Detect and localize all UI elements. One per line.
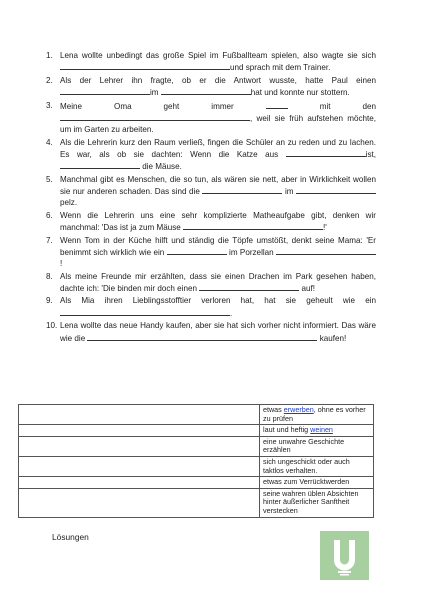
exercise-number: 10. [46,321,58,331]
exercise-list [46,50,376,345]
answer-blank[interactable] [296,185,376,194]
meaning-cell: eine unwahre Geschichte erzählen [260,436,374,456]
brand-logo-icon [320,531,369,580]
exercise-8: 8. Als meine Freunde mir erzählten, dass sie einen Drachen im Park gesehen haben, dachte ich: 'Die binden mir doch einen auf! [46,271,376,293]
exercise-5: 5. Manchmal gibt es Menschen, die so tun, als wären sie nett, aber in Wirklichkeit wollen sie nur anderen schaden. Das sind die im pelz. [46,174,376,208]
table-row [19,477,374,489]
table-row [19,405,374,425]
answer-blank[interactable] [183,221,323,230]
exercise-1: 1. Lena wollte unbedingt das große Spiel im Fußballteam spielen, also wagte sie sich und sprach mit dem Trainer. [46,51,376,73]
exercise-number: 1. [46,51,53,60]
answer-blank[interactable] [266,100,288,109]
match-cell[interactable] [19,456,260,476]
meaning-cell: sich ungeschickt oder auch taktlos verhalten. [260,456,374,476]
link-weinen[interactable]: weinen [310,425,333,435]
answer-blank[interactable] [286,148,366,157]
answer-blank[interactable] [60,160,140,169]
exercise-number: 8. [46,271,53,281]
answer-blank[interactable] [199,282,299,291]
match-cell[interactable] [19,436,260,456]
table-row [19,488,374,517]
answer-blank[interactable] [60,112,250,121]
exercise-number: 6. [46,210,53,220]
meaning-cell: etwas zum Verrücktwerden [260,477,374,489]
exercise-number: 5. [46,174,53,184]
table-row [19,436,374,456]
matching-table [18,404,374,518]
answer-blank[interactable] [60,61,230,70]
answer-blank[interactable] [60,86,150,95]
exercise-6: 6. Wenn die Lehrerin uns eine sehr komplizierte Matheaufgabe gibt, denken wir manchmal: 'Das ist ja zum Mäuse !' [46,210,376,233]
solutions-heading: Lösungen [52,532,89,542]
answer-blank[interactable] [167,246,227,255]
exercise-9: 9. Als Mia ihren Lieblingsstofftier verloren hat, hat sie geheult wie ein . [46,296,376,318]
match-cell[interactable] [19,425,260,437]
answer-blank[interactable] [202,185,282,194]
meaning-cell: etwas erwerben, ohne es vorher zu prüfen [260,405,374,425]
match-cell[interactable] [19,488,260,517]
answer-blank[interactable] [87,332,317,341]
match-cell[interactable] [19,477,260,489]
exercise-number: 2. [46,75,53,85]
table-row [19,425,374,437]
table-row [19,456,374,476]
exercise-7: 7. Wenn Tom in der Küche hilft und ständig die Töpfe umstößt, denkt seine Mama: 'Er benimmt sich wirklich wie ein im Porzellan ! [46,235,376,269]
answer-blank[interactable] [276,246,376,255]
exercise-10: 10. Lena wollte das neue Handy kaufen, aber sie hat sich vorher nicht informiert. Das wäre wie die kaufen! [46,321,376,343]
answer-blank[interactable] [161,86,251,95]
link-erwerben[interactable]: erwerben [283,405,314,414]
exercise-4: 4. Als die Lehrerin kurz den Raum verließ, fingen die Schüler an zu reden und zu lachen. Es war, als ob sie dachten: Wenn die Katze aus ist, die Mäuse. [46,137,376,172]
exercise-number: 4. [46,137,53,147]
meaning-cell: seine wahren üblen Absichten hinter äußerlicher Sanftheit verstecken [260,488,374,517]
exercise-number: 7. [46,235,53,245]
exercise-number: 3. [46,100,53,110]
match-cell[interactable] [19,405,260,425]
meaning-cell: laut und heftig weinen [260,425,374,437]
logo-u-icon [320,531,369,580]
answer-blank[interactable] [60,307,230,316]
exercise-number: 9. [46,296,53,306]
exercise-3: 3. Meine Oma geht immer mit den , weil sie früh aufstehen möchte, um im Garten zu arbeiten. [46,100,377,135]
exercise-2: 2. Als der Lehrer ihn fragte, ob er die Antwort wusste, hatte Paul einen im hat und konnte nur stottern. [46,75,376,98]
